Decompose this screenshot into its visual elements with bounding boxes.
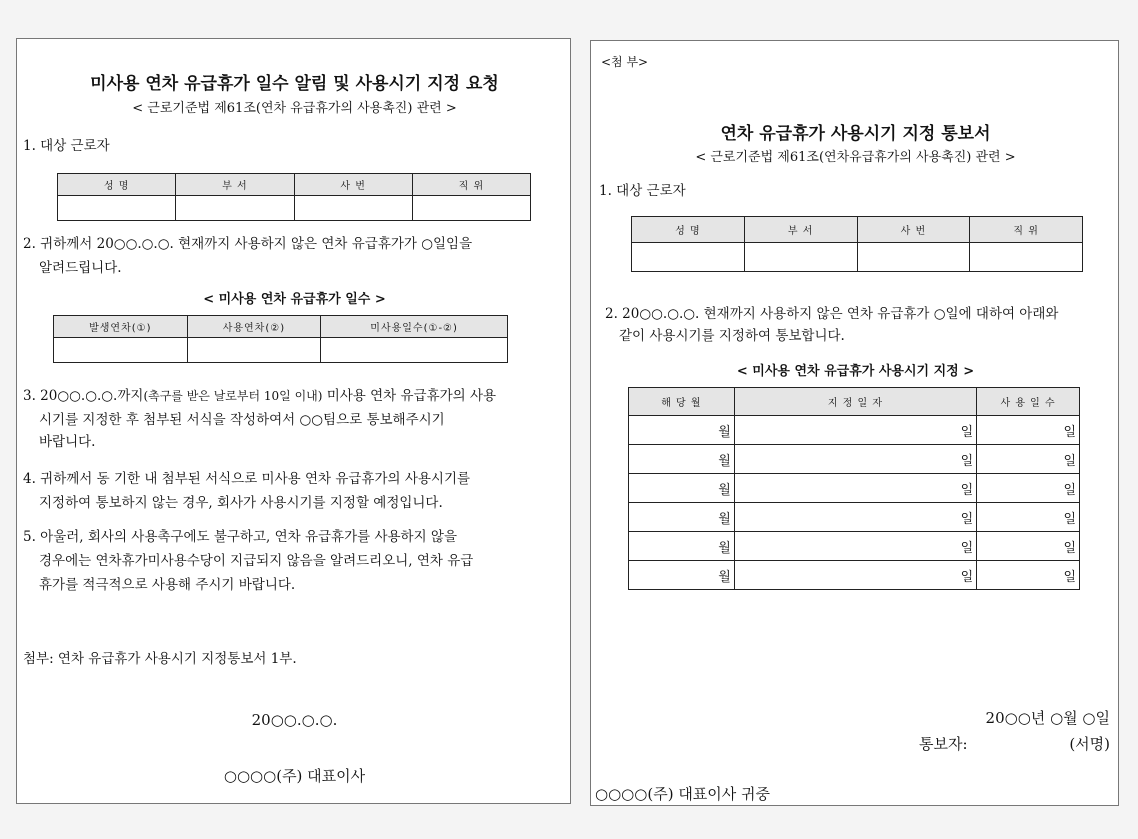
item3-deadline-note: (촉구를 받은 날로부터 10일 이내) <box>143 389 323 403</box>
target-worker-heading: 1. 대상 근로자 <box>23 138 110 154</box>
employee-id-cell[interactable] <box>294 196 412 221</box>
target-worker-heading: 1. 대상 근로자 <box>599 183 686 199</box>
days-cell[interactable]: 일 <box>977 445 1080 474</box>
days-cell[interactable]: 일 <box>977 561 1080 590</box>
date-cell[interactable]: 일 <box>734 532 976 561</box>
item3-line3: 바랍니다. <box>39 434 96 450</box>
unused-days-title: < 미사용 연차 유급휴가 일수 > <box>203 292 386 307</box>
notice-title: 연차 유급휴가 사용시기 지정 통보서 <box>720 124 991 144</box>
item5-line2: 경우에는 연차휴가미사용수당이 지급되지 않음을 알려드리오니, 연차 유급 <box>39 553 474 569</box>
item3-line1 <box>23 384 496 408</box>
days-cell[interactable]: 일 <box>977 503 1080 532</box>
request-subtitle: < 근로기준법 제61조(연차 유급휴가의 사용촉진) 관련 > <box>132 101 457 116</box>
employee-id-cell[interactable] <box>857 243 970 272</box>
used-leave-cell[interactable] <box>187 338 321 363</box>
header-department: 부 서 <box>176 174 294 196</box>
item2-line2: 알려드립니다. <box>39 260 122 276</box>
name-cell[interactable] <box>58 196 176 221</box>
request-title: 미사용 연차 유급휴가 일수 알림 및 사용시기 지정 요청 <box>90 74 499 94</box>
item3-line1-rest: 미사용 연차 유급휴가의 사용 <box>322 388 497 404</box>
date-cell[interactable]: 일 <box>734 474 976 503</box>
header-unused-days: 미사용일수(①-②) <box>321 316 508 338</box>
item2-line1: 2. 귀하께서 20○○.○.○. 현재까지 사용하지 않은 연차 유급휴가가 ○일임을 <box>23 236 473 252</box>
date-cell[interactable]: 일 <box>734 561 976 590</box>
department-cell[interactable] <box>744 243 857 272</box>
name-cell[interactable] <box>632 243 745 272</box>
date-cell[interactable]: 일 <box>734 445 976 474</box>
worker-info-table <box>631 216 1083 272</box>
item3-line2: 시기를 지정한 후 첨부된 서식을 작성하여서 ○○팀으로 통보해주시기 <box>39 412 445 428</box>
request-date: 20○○.○.○. <box>251 711 338 729</box>
header-position: 직 위 <box>970 217 1083 243</box>
schedule-table-title: < 미사용 연차 유급휴가 사용시기 지정 > <box>736 364 975 379</box>
header-name: 성 명 <box>632 217 745 243</box>
request-signer: ○○○○(주) 대표이사 <box>223 767 366 785</box>
left-document <box>16 38 571 804</box>
month-cell[interactable]: 월 <box>629 503 735 532</box>
item4-line2: 지정하여 통보하지 않는 경우, 회사가 사용시기를 지정할 예정입니다. <box>39 495 443 511</box>
header-name: 성 명 <box>58 174 176 196</box>
header-generated-leave: 발생연차(①) <box>54 316 188 338</box>
notifier-label: 통보자: <box>919 735 968 753</box>
month-cell[interactable]: 월 <box>629 445 735 474</box>
header-position: 직 위 <box>412 174 530 196</box>
unused-days-cell[interactable] <box>321 338 508 363</box>
date-cell[interactable]: 일 <box>734 416 976 445</box>
item4-line1: 4. 귀하께서 동 기한 내 첨부된 서식으로 미사용 연차 유급휴가의 사용시기를 <box>23 471 471 487</box>
header-days-used: 사 용 일 수 <box>977 388 1080 416</box>
header-used-leave: 사용연차(②) <box>187 316 321 338</box>
item2-line2: 같이 사용시기를 지정하여 통보합니다. <box>619 328 845 344</box>
header-designated-date: 지 정 일 자 <box>734 388 976 416</box>
item5-line1: 5. 아울러, 회사의 사용촉구에도 불구하고, 연차 유급휴가를 사용하지 않을 <box>23 529 457 545</box>
table-row <box>629 416 1080 445</box>
attachment-note: 첨부: 연차 유급휴가 사용시기 지정통보서 1부. <box>23 651 297 667</box>
header-employee-id: 사 번 <box>857 217 970 243</box>
worker-info-table <box>57 173 531 221</box>
position-cell[interactable] <box>412 196 530 221</box>
leave-schedule-table <box>628 387 1080 590</box>
header-department: 부 서 <box>744 217 857 243</box>
date-cell[interactable]: 일 <box>734 503 976 532</box>
department-cell[interactable] <box>176 196 294 221</box>
table-row <box>629 532 1080 561</box>
right-document <box>590 40 1119 806</box>
month-cell[interactable]: 월 <box>629 532 735 561</box>
days-cell[interactable]: 일 <box>977 474 1080 503</box>
item3-deadline: 3. 20○○.○.○.까지 <box>23 388 144 404</box>
header-employee-id: 사 번 <box>294 174 412 196</box>
position-cell[interactable] <box>970 243 1083 272</box>
item2-line1: 2. 20○○.○.○. 현재까지 사용하지 않은 연차 유급휴가 ○일에 대하여 아래와 <box>605 306 1059 322</box>
table-row <box>629 474 1080 503</box>
item5-line3: 휴가를 적극적으로 사용해 주시기 바랍니다. <box>39 577 296 593</box>
signature-field[interactable]: (서명) <box>1069 735 1110 753</box>
attachment-tag: <첨 부> <box>601 55 649 69</box>
days-cell[interactable]: 일 <box>977 416 1080 445</box>
notice-date: 20○○년 ○월 ○일 <box>985 709 1110 727</box>
table-row <box>629 445 1080 474</box>
month-cell[interactable]: 월 <box>629 561 735 590</box>
header-month: 해 당 월 <box>629 388 735 416</box>
generated-leave-cell[interactable] <box>54 338 188 363</box>
month-cell[interactable]: 월 <box>629 474 735 503</box>
days-cell[interactable]: 일 <box>977 532 1080 561</box>
table-row <box>629 561 1080 590</box>
recipient: ○○○○(주) 대표이사 귀중 <box>595 785 771 803</box>
table-row <box>629 503 1080 532</box>
unused-days-table <box>53 315 508 363</box>
notice-subtitle: < 근로기준법 제61조(연차유급휴가의 사용촉진) 관련 > <box>695 150 1016 165</box>
month-cell[interactable]: 월 <box>629 416 735 445</box>
